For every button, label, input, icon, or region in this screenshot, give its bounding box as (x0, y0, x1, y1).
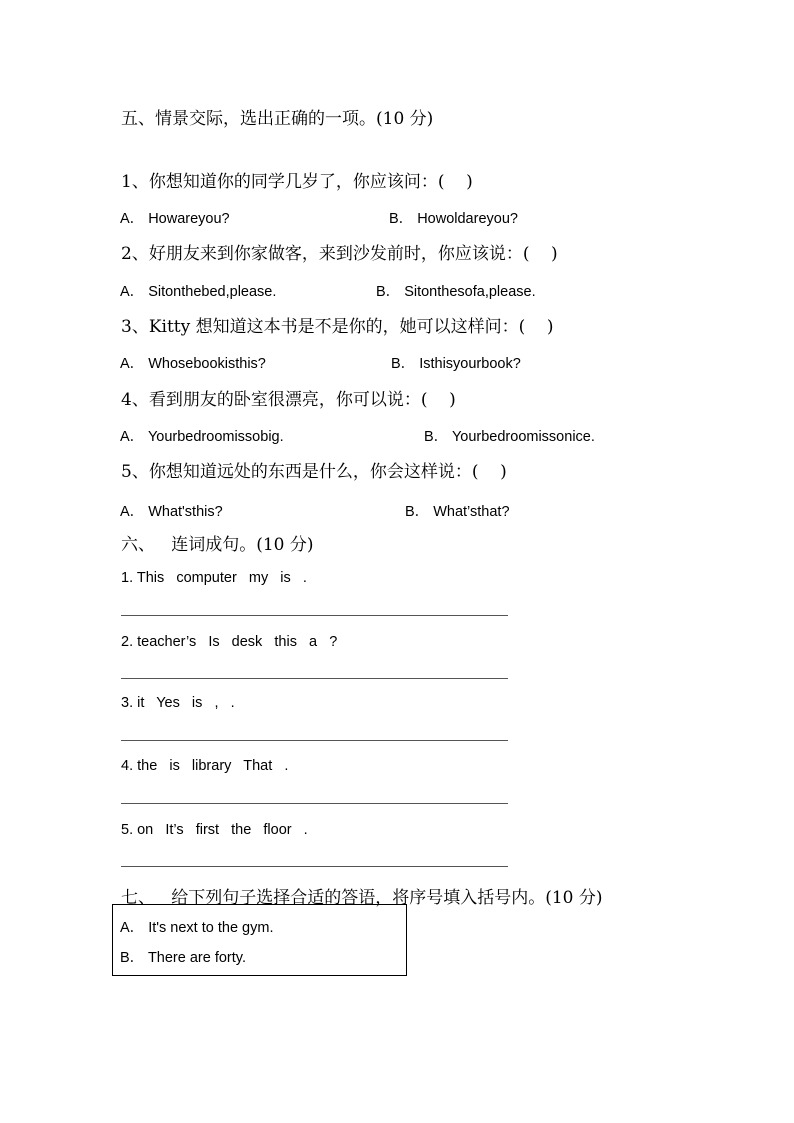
question-1-option-b: B． Howoldareyou? (389, 211, 518, 227)
section-6-heading: 六、 连词成句。(10 分) (121, 535, 314, 555)
answer-line-3[interactable] (121, 740, 508, 741)
answer-line-5[interactable] (121, 866, 508, 867)
sentence-item-4: 4. the is library That . (121, 758, 289, 774)
question-3-option-a: A． Whosebookisthis? (120, 356, 266, 372)
answer-line-4[interactable] (121, 803, 508, 804)
answer-line-1[interactable] (121, 615, 508, 616)
answer-option-b: B． There are forty. (120, 950, 246, 966)
sentence-item-5: 5. on It’s first the floor . (121, 822, 308, 838)
question-2-option-a: A． Sitonthebed,please. (120, 284, 277, 300)
question-1-stem: 1、你想知道你的同学几岁了，你应该问：( ) (121, 172, 473, 192)
question-2-option-b: B． Sitonthesofa,please. (376, 284, 536, 300)
question-4-option-a: A． Yourbedroomissobig. (120, 429, 284, 445)
question-1-option-a: A． Howareyou? (120, 211, 230, 227)
question-3-option-b: B． Isthisyourbook? (391, 356, 521, 372)
section-5-heading: 五、情景交际，选出正确的一项。(10 分) (121, 109, 434, 129)
sentence-item-3: 3. it Yes is , . (121, 695, 235, 711)
question-3-stem: 3、Kitty 想知道这本书是不是你的，她可以这样问：( ) (121, 317, 554, 337)
answer-option-a: A． It's next to the gym. (120, 920, 274, 936)
sentence-item-1: 1. This computer my is . (121, 570, 307, 586)
question-5-option-b: B． What’sthat? (405, 504, 510, 520)
question-4-option-b: B． Yourbedroomissonice. (424, 429, 595, 445)
question-5-option-a: A． What'sthis? (120, 504, 223, 520)
section-7-heading: 七、 给下列句子选择合适的答语，将序号填入括号内。(10 分) (121, 888, 603, 908)
question-5-stem: 5、你想知道远处的东西是什么，你会这样说：( ) (121, 462, 507, 482)
sentence-item-2: 2. teacher’s Is desk this a ? (121, 634, 338, 650)
answer-line-2[interactable] (121, 678, 508, 679)
question-4-stem: 4、看到朋友的卧室很漂亮，你可以说：( ) (121, 390, 456, 410)
question-2-stem: 2、好朋友来到你家做客，来到沙发前时，你应该说：( ) (121, 244, 558, 264)
